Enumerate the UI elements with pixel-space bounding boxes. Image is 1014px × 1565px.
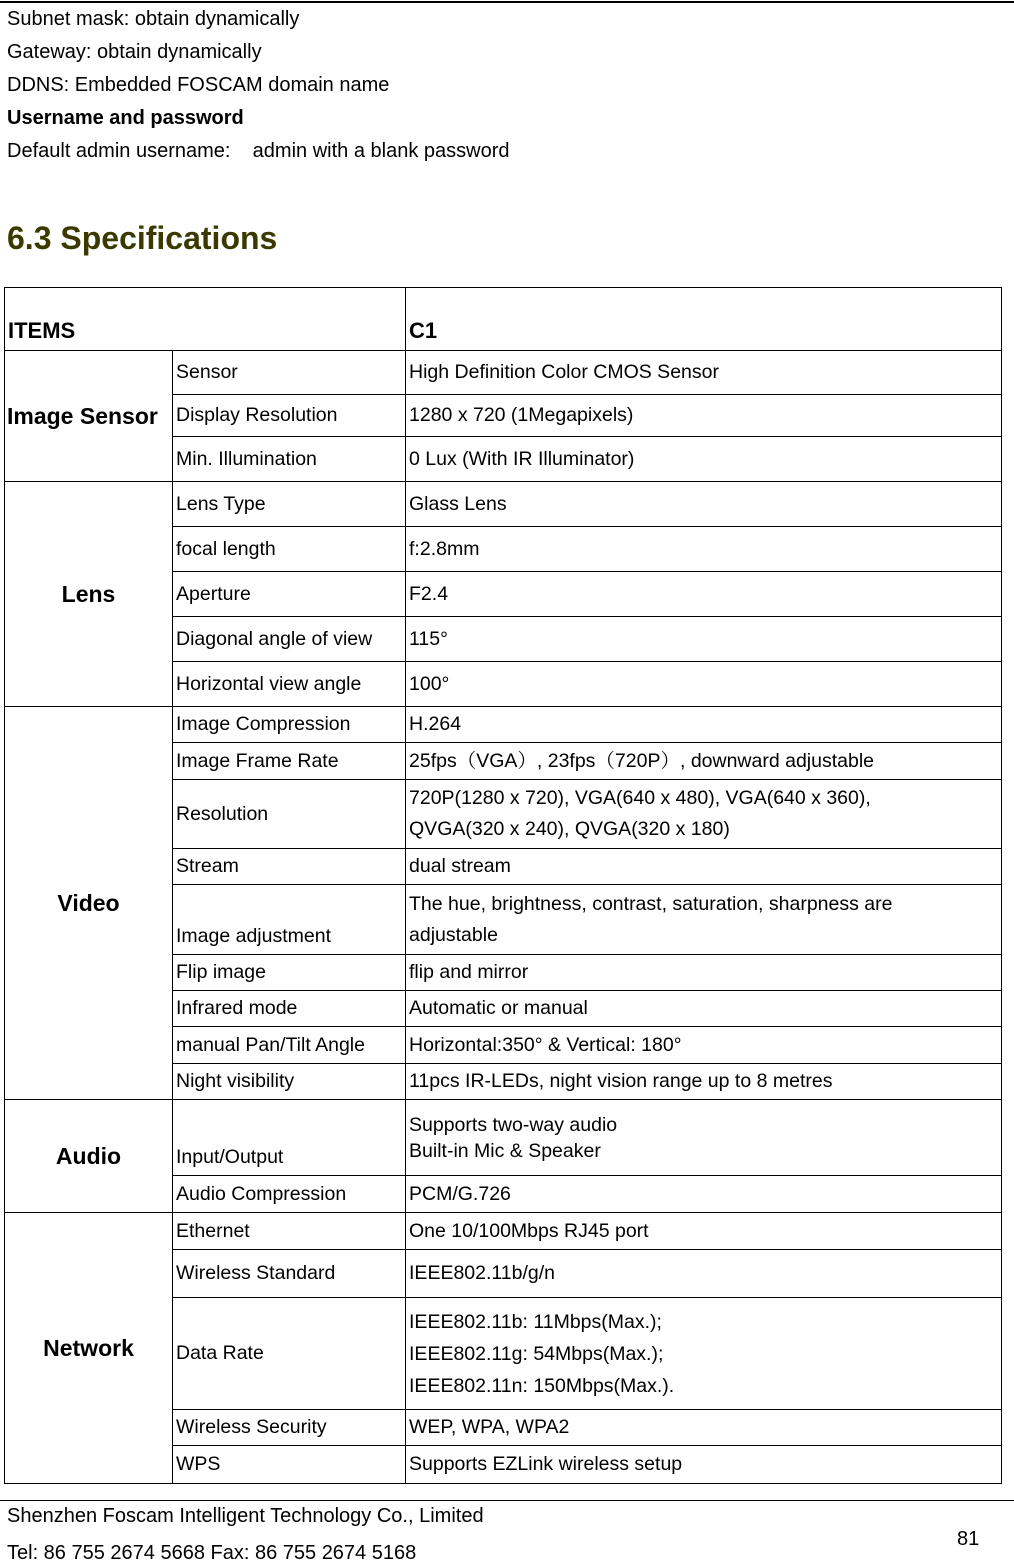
spec-label: Data Rate [173, 1298, 406, 1410]
ddns-line: DDNS: Embedded FOSCAM domain name [7, 74, 390, 96]
spec-value-line: IEEE802.11b: 11Mbps(Max.); [409, 1310, 662, 1333]
table-row [5, 351, 1002, 395]
spec-value [406, 1298, 1002, 1410]
spec-label: Sensor [173, 351, 406, 395]
footer-company: Shenzhen Foscam Intelligent Technology Co., Limited [7, 1505, 484, 1527]
spec-label: Audio Compression [173, 1176, 406, 1213]
section-title: 6.3 Specifications [7, 220, 278, 256]
spec-label: focal length [173, 527, 406, 572]
spec-value: One 10/100Mbps RJ45 port [406, 1213, 1002, 1250]
table-row [5, 1100, 1002, 1176]
spec-value: WEP, WPA, WPA2 [406, 1410, 1002, 1446]
gateway-line: Gateway: obtain dynamically [7, 41, 262, 63]
spec-value-line: The hue, brightness, contrast, saturation, sharpness are [409, 892, 893, 915]
top-rule [0, 1, 1014, 3]
spec-value-line: 720P(1280 x 720), VGA(640 x 480), VGA(640 x 360), [409, 787, 871, 809]
spec-value: Glass Lens [406, 482, 1002, 527]
spec-label: Image Compression [173, 707, 406, 743]
spec-value [406, 780, 1002, 849]
default-admin-line: Default admin username: admin with a blank password [7, 140, 510, 162]
spec-value: Supports EZLink wireless setup [406, 1446, 1002, 1484]
spec-value: Automatic or manual [406, 991, 1002, 1027]
spec-value: F2.4 [406, 572, 1002, 617]
page-number: 81 [957, 1528, 980, 1550]
spec-label: Infrared mode [173, 991, 406, 1027]
spec-value: flip and mirror [406, 955, 1002, 991]
table-header-row [5, 288, 1002, 351]
spec-label: Input/Output [173, 1100, 406, 1176]
category-video: Video [5, 707, 173, 1100]
spec-value-line: Built-in Mic & Speaker [409, 1139, 601, 1162]
spec-value: 25fps（VGA）, 23fps（720P）, downward adjustable [406, 743, 1002, 780]
spec-label: Lens Type [173, 482, 406, 527]
spec-value-line: Supports two-way audio [409, 1113, 618, 1136]
spec-value: 100° [406, 662, 1002, 707]
header-items: ITEMS [5, 288, 406, 351]
spec-value: 115° [406, 617, 1002, 662]
footer-contact: Tel: 86 755 2674 5668 Fax: 86 755 2674 5168 [7, 1542, 417, 1564]
spec-label: Image Frame Rate [173, 743, 406, 780]
spec-label: Resolution [173, 780, 406, 849]
spec-label: manual Pan/Tilt Angle [173, 1027, 406, 1064]
spec-value [406, 1100, 1002, 1176]
subnet-line: Subnet mask: obtain dynamically [7, 8, 300, 30]
table-row [5, 482, 1002, 527]
spec-value-line: IEEE802.11n: 150Mbps(Max.). [409, 1374, 675, 1397]
spec-label: Stream [173, 849, 406, 885]
spec-label: Min. Illumination [173, 437, 406, 482]
spec-value: dual stream [406, 849, 1002, 885]
spec-label: Wireless Security [173, 1410, 406, 1446]
category-image-sensor: Image Sensor [5, 351, 173, 482]
intro-block [7, 6, 997, 171]
spec-value: High Definition Color CMOS Sensor [406, 351, 1002, 395]
spec-label: Diagonal angle of view [173, 617, 406, 662]
spec-label: Aperture [173, 572, 406, 617]
spec-value: f:2.8mm [406, 527, 1002, 572]
spec-label: Wireless Standard [173, 1250, 406, 1298]
specifications-table [4, 287, 1002, 1484]
spec-label: Horizontal view angle [173, 662, 406, 707]
spec-value: Horizontal:350° & Vertical: 180° [406, 1027, 1002, 1064]
spec-label: Ethernet [173, 1213, 406, 1250]
footer-rule [0, 1500, 1014, 1501]
table-row [5, 707, 1002, 743]
category-audio: Audio [5, 1100, 173, 1213]
spec-value [406, 885, 1002, 955]
spec-value: 0 Lux (With IR Illuminator) [406, 437, 1002, 482]
header-model: C1 [406, 288, 1002, 351]
spec-label: Image adjustment [173, 885, 406, 955]
spec-value: PCM/G.726 [406, 1176, 1002, 1213]
spec-value-line: IEEE802.11g: 54Mbps(Max.); [409, 1342, 664, 1365]
spec-value: 1280 x 720 (1Megapixels) [406, 395, 1002, 437]
table-row [5, 1213, 1002, 1250]
userpass-heading: Username and password [7, 107, 244, 129]
spec-label: Flip image [173, 955, 406, 991]
spec-value-line: adjustable [409, 923, 498, 946]
category-network: Network [5, 1213, 173, 1484]
spec-value: 11pcs IR-LEDs, night vision range up to 8 metres [406, 1064, 1002, 1100]
spec-value: H.264 [406, 707, 1002, 743]
spec-value: IEEE802.11b/g/n [406, 1250, 1002, 1298]
spec-label: WPS [173, 1446, 406, 1484]
category-lens: Lens [5, 482, 173, 707]
spec-label: Night visibility [173, 1064, 406, 1100]
spec-value-line: QVGA(320 x 240), QVGA(320 x 180) [409, 818, 730, 840]
spec-label: Display Resolution [173, 395, 406, 437]
